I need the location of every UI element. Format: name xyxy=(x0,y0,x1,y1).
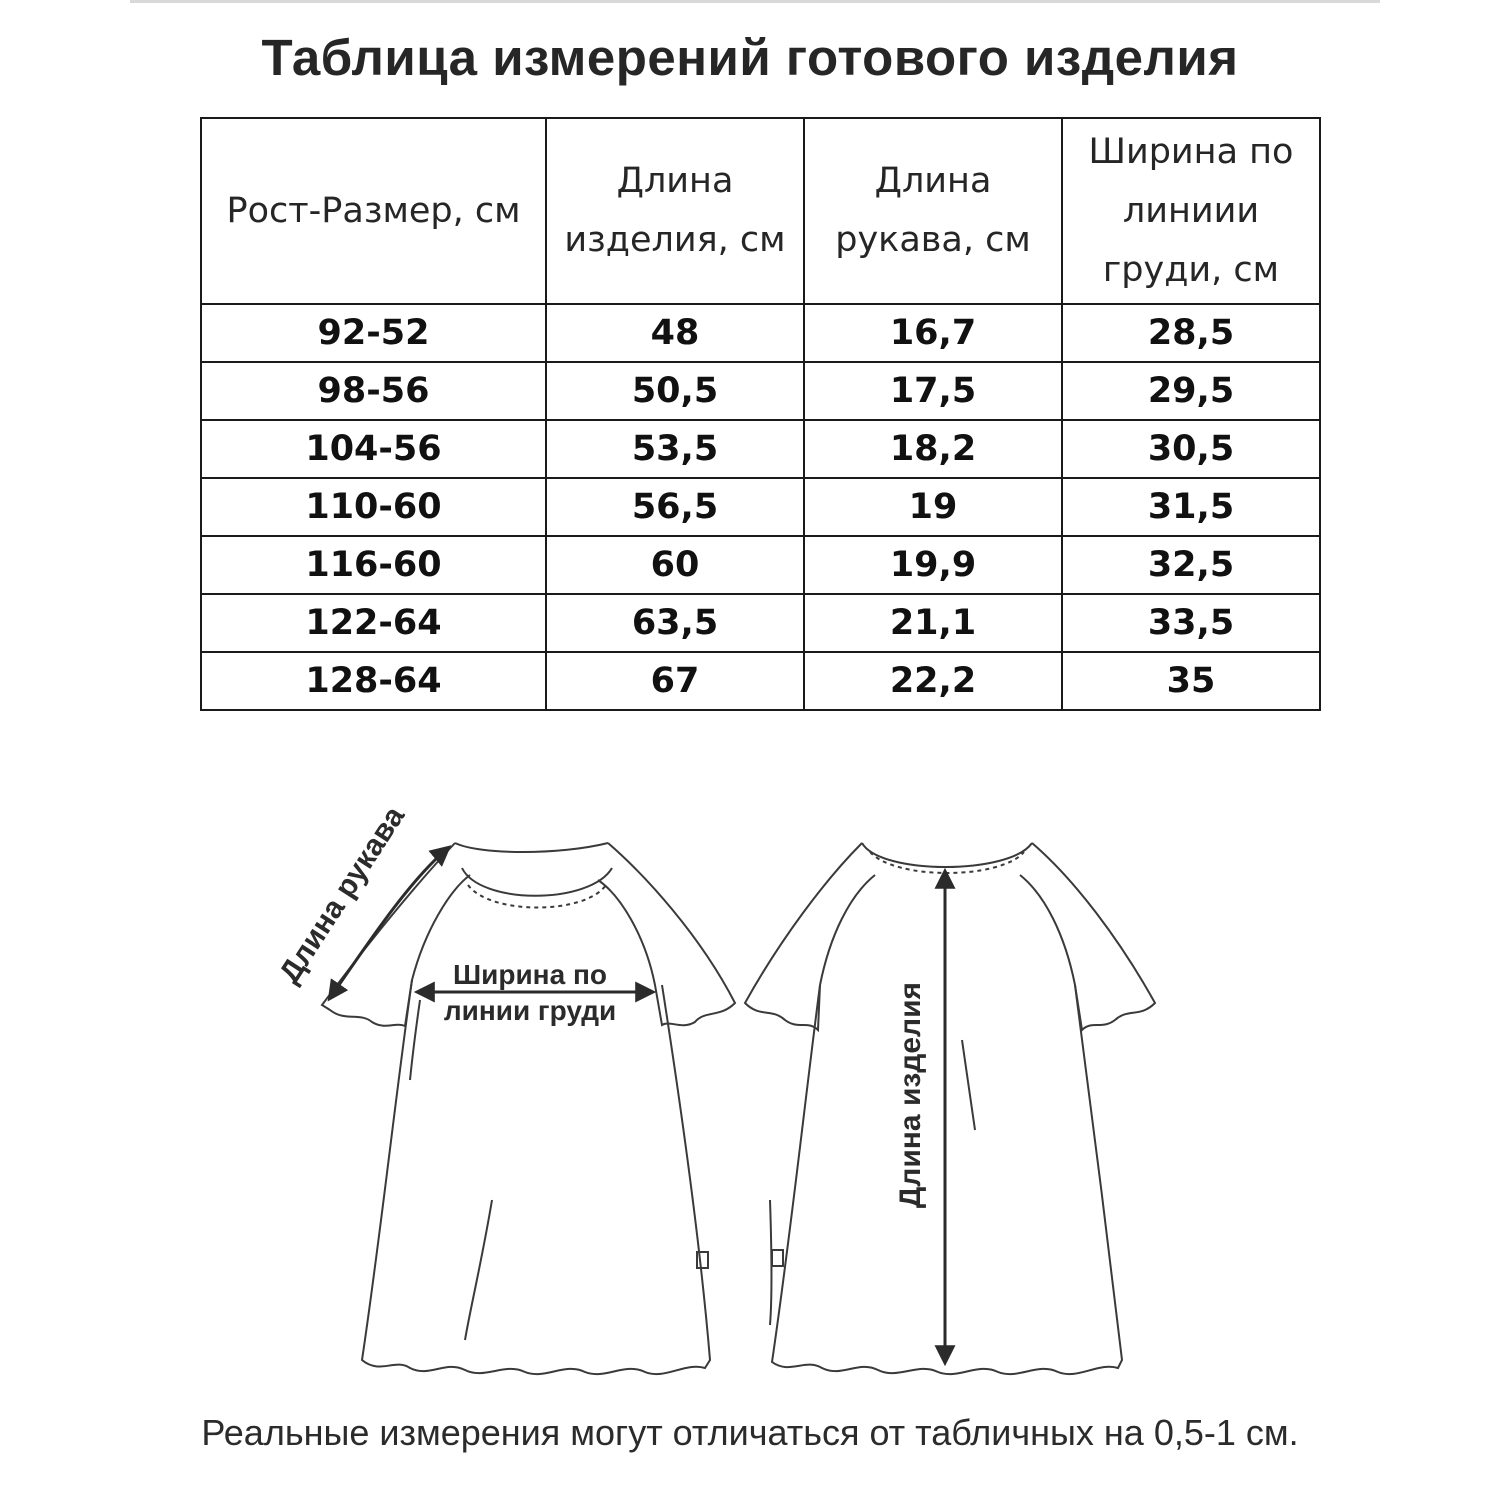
front-neckline-inner xyxy=(462,868,612,896)
size-table xyxy=(200,117,1321,711)
cell-sleeve-length: 19,9 xyxy=(804,536,1062,594)
table-row xyxy=(201,478,1320,536)
footnote: Реальные измерения могут отличаться от табличных на 0,5-1 см. xyxy=(201,1412,1299,1453)
cell-size: 128-64 xyxy=(201,652,546,710)
cell-sleeve-length: 18,2 xyxy=(804,420,1062,478)
cell-chest-width: 29,5 xyxy=(1062,362,1320,420)
page-title: Таблица измерений готового изделия xyxy=(261,29,1239,86)
back-left-sleeve xyxy=(745,843,875,1030)
table-header-row xyxy=(201,118,1320,304)
table-row xyxy=(201,304,1320,362)
cell-sleeve-length: 16,7 xyxy=(804,304,1062,362)
cell-chest-width: 32,5 xyxy=(1062,536,1320,594)
cell-garment-length: 60 xyxy=(546,536,804,594)
front-right-sleeve xyxy=(598,843,735,1025)
front-fold-left xyxy=(410,1000,420,1080)
cell-garment-length: 53,5 xyxy=(546,420,804,478)
header-chest-width: Ширина по линиии груди, см xyxy=(1062,118,1320,304)
table-row xyxy=(201,420,1320,478)
cell-chest-width: 35 xyxy=(1062,652,1320,710)
cell-sleeve-length: 21,1 xyxy=(804,594,1062,652)
table-row xyxy=(201,362,1320,420)
cell-size: 122-64 xyxy=(201,594,546,652)
chest-width-label-line2: линии груди xyxy=(443,995,617,1026)
back-fold-mid xyxy=(962,1040,975,1130)
table-row xyxy=(201,652,1320,710)
garment-length-label: Длина изделия xyxy=(894,981,927,1209)
back-dress-drawing xyxy=(745,843,1155,1374)
table-row xyxy=(201,536,1320,594)
cell-garment-length: 48 xyxy=(546,304,804,362)
front-fold-mid xyxy=(465,1200,492,1340)
header-garment-length: Длина изделия, см xyxy=(546,118,804,304)
cell-chest-width: 33,5 xyxy=(1062,594,1320,652)
cell-garment-length: 56,5 xyxy=(546,478,804,536)
cell-sleeve-length: 22,2 xyxy=(804,652,1062,710)
top-rule xyxy=(130,0,1380,3)
back-neckline-stitch xyxy=(870,852,1024,873)
cell-chest-width: 31,5 xyxy=(1062,478,1320,536)
sleeve-length-label: Длина рукава xyxy=(272,800,412,989)
cell-chest-width: 28,5 xyxy=(1062,304,1320,362)
cell-garment-length: 63,5 xyxy=(546,594,804,652)
back-body xyxy=(772,985,1122,1374)
cell-size: 92-52 xyxy=(201,304,546,362)
back-label-tag xyxy=(772,1250,783,1266)
cell-garment-length: 67 xyxy=(546,652,804,710)
front-neckline-outer xyxy=(455,843,608,852)
cell-size: 98-56 xyxy=(201,362,546,420)
cell-chest-width: 30,5 xyxy=(1062,420,1320,478)
cell-size: 116-60 xyxy=(201,536,546,594)
header-sleeve-length: Длина рукава, см xyxy=(804,118,1062,304)
garment-diagram xyxy=(0,760,1500,1420)
cell-sleeve-length: 19 xyxy=(804,478,1062,536)
chest-width-label-line1: Ширина по xyxy=(453,959,607,990)
back-right-sleeve xyxy=(1020,843,1155,1030)
cell-sleeve-length: 17,5 xyxy=(804,362,1062,420)
cell-garment-length: 50,5 xyxy=(546,362,804,420)
cell-size: 110-60 xyxy=(201,478,546,536)
cell-size: 104-56 xyxy=(201,420,546,478)
header-height-size: Рост-Размер, см xyxy=(201,118,546,304)
table-row xyxy=(201,594,1320,652)
back-neckline xyxy=(862,843,1032,867)
